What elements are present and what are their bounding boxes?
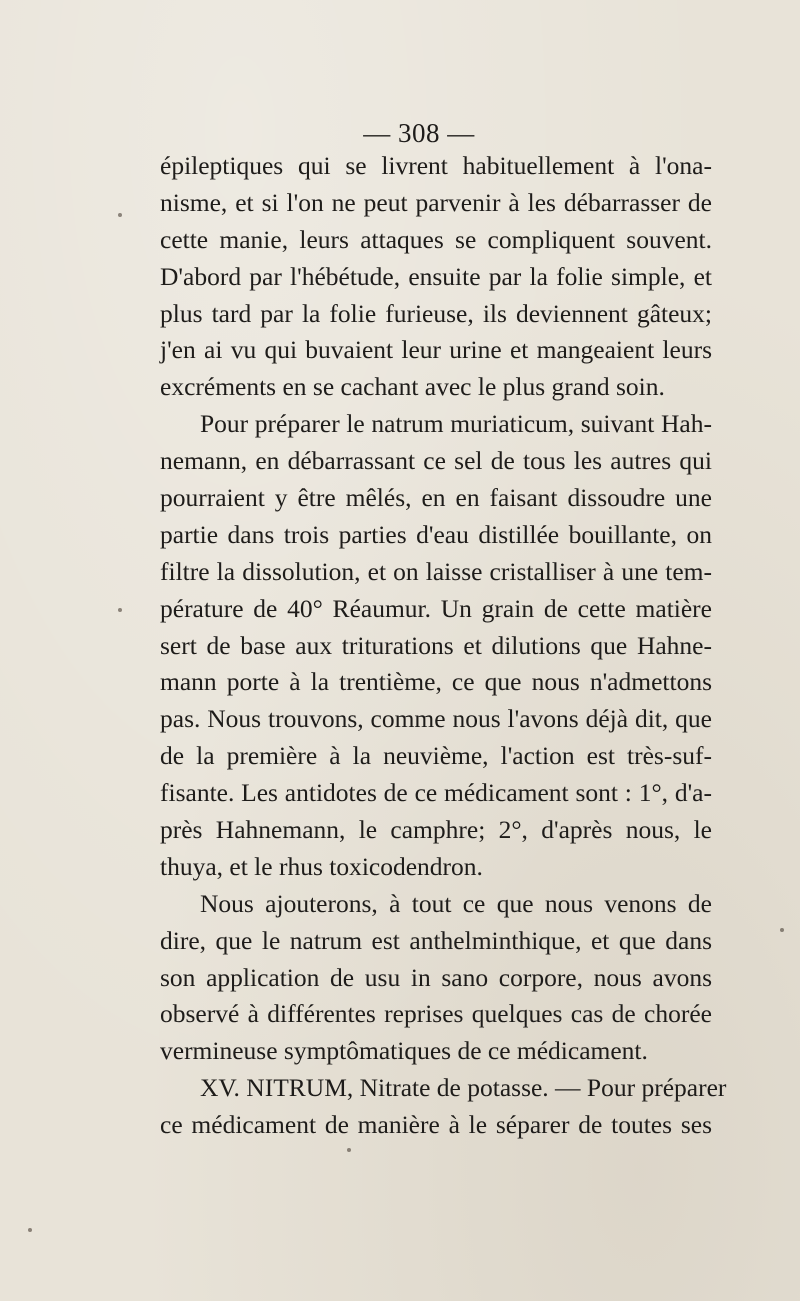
page-number: — 308 — xyxy=(363,118,475,148)
paper-speck xyxy=(347,1148,351,1152)
text-line: mann porte à la trentième, ce que nous n'admettons xyxy=(160,667,712,697)
text-line: Pour préparer le natrum muriaticum, suivant Hah- xyxy=(200,409,712,439)
text-line: observé à différentes reprises quelques cas de chorée xyxy=(160,999,712,1029)
paper-speck xyxy=(28,1228,32,1232)
text-line: plus tard par la folie furieuse, ils deviennent gâteux; xyxy=(160,298,712,328)
text-line: nisme, et si l'on ne peut parvenir à les débarrasser de xyxy=(160,187,712,217)
paper-speck xyxy=(780,928,784,932)
text-line: partie dans trois parties d'eau distillée bouillante, on xyxy=(160,519,712,549)
text-line: Nous ajouterons, à tout ce que nous venons de xyxy=(200,888,712,918)
text-line: de la première à la neuvième, l'action est très-suf- xyxy=(160,741,712,771)
paper-speck xyxy=(118,608,122,612)
text-line: cette manie, leurs attaques se compliquent souvent. xyxy=(160,224,712,254)
text-line: dire, que le natrum est anthelminthique, et que dans xyxy=(160,925,712,955)
text-line: XV. NITRUM, Nitrate de potasse. — Pour préparer xyxy=(200,1073,727,1103)
body-text xyxy=(160,148,727,1144)
paper-speck xyxy=(118,213,122,217)
text-line: épileptiques qui se livrent habituellement à l'ona- xyxy=(160,151,712,180)
text-line: sert de base aux triturations et dilutions que Hahne- xyxy=(160,630,712,660)
text-line: filtre la dissolution, et on laisse cristalliser à une tem- xyxy=(160,556,712,586)
text-line: thuya, et le rhus toxicodendron. xyxy=(160,851,483,881)
text-line: près Hahnemann, le camphre; 2°, d'après nous, le xyxy=(160,815,712,845)
text-line: son application de usu in sano corpore, nous avons xyxy=(160,962,712,992)
text-line: pourraient y être mêlés, en en faisant dissoudre une xyxy=(160,483,712,513)
text-line: pas. Nous trouvons, comme nous l'avons déjà dit, que xyxy=(160,704,712,734)
text-line: fisante. Les antidotes de ce médicament sont : 1°, d'a- xyxy=(160,778,712,808)
text-line: excréments en se cachant avec le plus grand soin. xyxy=(160,372,665,402)
text-line: nemann, en débarrassant ce sel de tous les autres qui xyxy=(160,446,712,476)
text-line: D'abord par l'hébétude, ensuite par la folie simple, et xyxy=(160,261,712,291)
text-line: ce médicament de manière à le séparer de toutes ses xyxy=(160,1110,712,1140)
text-line: vermineuse symptômatiques de ce médicament. xyxy=(160,1036,648,1066)
text-line: pérature de 40° Réaumur. Un grain de cette matière xyxy=(160,593,712,623)
text-line: j'en ai vu qui buvaient leur urine et mangeaient leurs xyxy=(160,335,712,365)
